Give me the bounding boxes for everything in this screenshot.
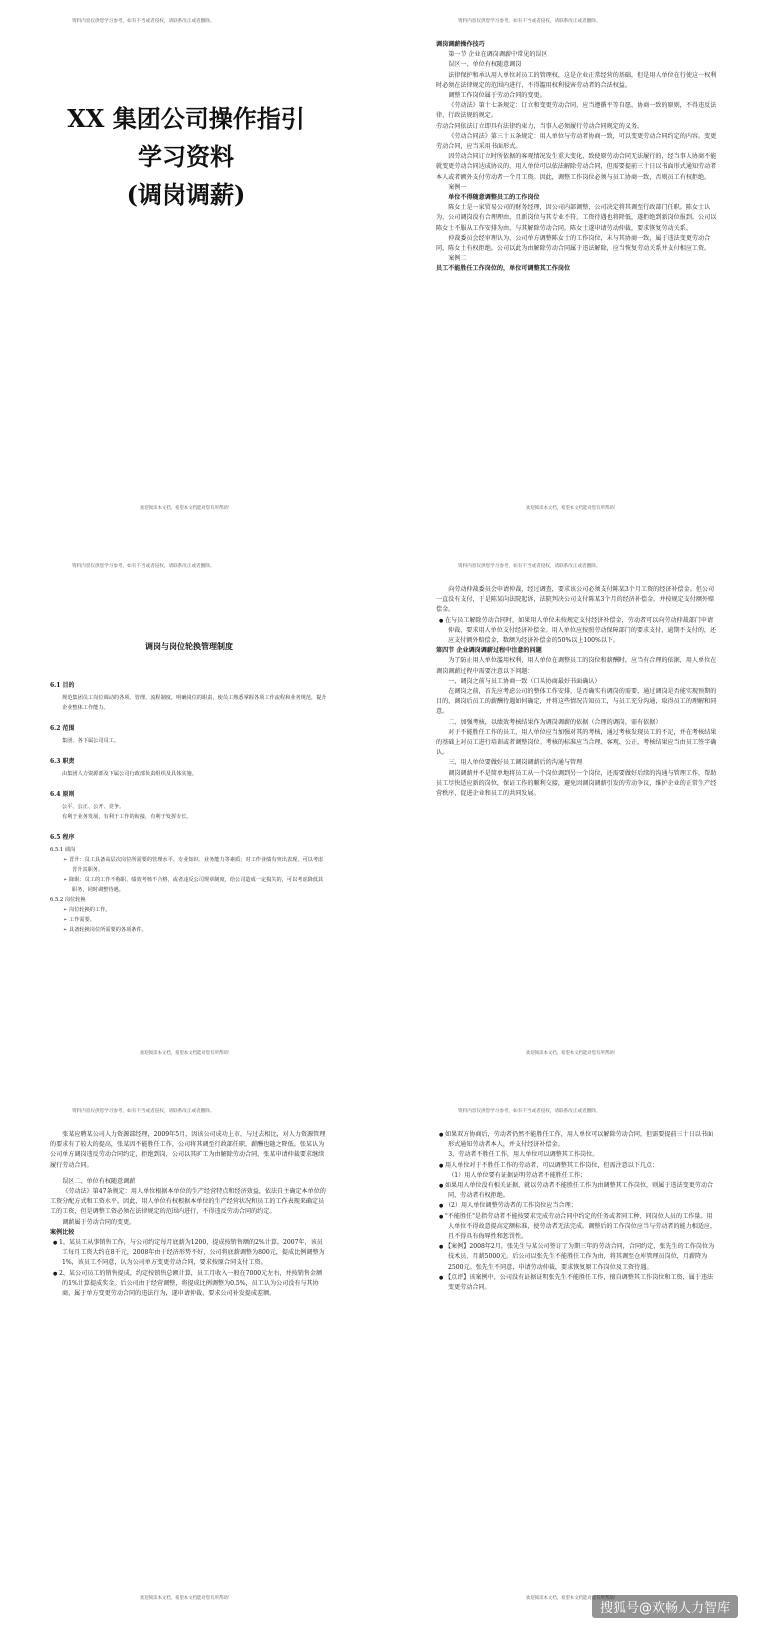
page-body (50, 585, 328, 1024)
arrow-list-item: ➢ 降职：员工的工作不称职、绩效考核不合格，或者违反公司规章制度，给公司造成一定损失的，可以考虑降低其职务，同时调整待遇。 (50, 875, 328, 895)
document-page-2 (386, 0, 758, 537)
bullet-item: ● 用人单位对于不胜任工作的劳动者，可以调整其工作岗位，但需注意以下几点： (436, 1161, 718, 1171)
paragraph: 《劳动合同法》第三十五条规定：用人单位与劳动者协商一致，可以变更劳动合同约定的内容。变更劳动合同，应当采用书面形式。 (436, 132, 717, 151)
paragraph: 为了防止用人单位滥用权利，用人单位在调整员工的岗位和薪酬时，应当有合理的依据，用人单位在调岗调薪过程中需要注意以下问题： (436, 657, 717, 675)
bold-heading: 员工不能胜任工作岗位的，单位可调整其工作岗位 (436, 265, 571, 273)
paragraph: 调岗调薪并不是简单地将员工从一个岗位调到另一个岗位，还需要做好后续的沟通与管理工作，帮助员工尽快适应新的岗位，保证工作的顺利交接，避免因调岗调薪引发的劳动争议，维护企业的正常生产经营秩序，促进企业和员工的共同发展。 (436, 769, 717, 798)
paragraph: 对于不能胜任工作的员工，用人单位应当加强对其的考核，通过考核发现员工的不足，并在考核结果的基础上对员工进行培训或者调整岗位。考核的标准应当合理、客观、公正，考核结果应当由员工签字确认。 (436, 728, 717, 757)
page-footer: 欢迎阅读本文档，希望本文档能对您有所帮助！ (525, 506, 619, 511)
paragraph: 《劳动法》第47条规定：用人单位根据本单位的生产经营特点和经济效益，依法自主确定本单位的工资分配方式和工资水平。因此，用人单位有权根据本单位的生产经营状况和员工的工作表现来确定员工的工资，但是调整工资必须在法律规定的范围内进行，不得违反劳动合同的约定。 (50, 1188, 326, 1216)
section-heading: 6.2 范围 (50, 725, 75, 732)
paragraph: （1）用人单位要有证据证明劳动者不能胜任工作； (448, 1171, 587, 1179)
page-footer: 欢迎阅读本文档，希望本文档能对您有所帮助！ (139, 1596, 233, 1601)
page-footer: 欢迎阅读本文档，希望本文档能对您有所帮助！ (139, 1051, 233, 1056)
paragraph: 案例一 (448, 183, 467, 191)
arrow-list-item: ➢ 具备轮换岗位所需要的各项条件。 (50, 925, 328, 935)
paragraph: 规范集团员工岗位调动的各项、管理、流程制度，明确岗位的职责，使员工熟悉掌握各项工作流程和业务规范，提升企业整体工作能力。 (62, 695, 327, 711)
page-header: 资料内容仅供您学习参考，如有不当或者侵权，请联系改正或者删除。 (72, 19, 215, 24)
paragraph: 张某应聘某公司人力资源部经理，2009年5月，因该公司成功上市，与过去相比，对人力资源管理的要求有了较大的提高，张某因不能胜任工作，公司将其调至行政部任职，薪酬也随之降低。张某认为公司单方调岗违反劳动合同约定，拒绝到岗，公司以其旷工为由解除劳动合同，张某申请仲裁要求继续履行劳动合同。 (50, 1131, 326, 1169)
arrow-list-item: ➢ 工作需要。 (50, 915, 328, 925)
source-watermark: 搜狐号@欢畅人力智库 (592, 1595, 738, 1618)
cover-title-line: (调岗调薪) (126, 180, 246, 209)
section-heading: 6.1 目的 (50, 682, 75, 689)
page-header: 资料内容仅供您学习参考，如有不当或者侵权，请联系改正或者删除。 (458, 1109, 601, 1114)
arrow-list-item: ➢ 岗位轮换的工作。 (50, 905, 328, 915)
page-body (436, 40, 718, 479)
paragraph: 由集团人力资源部及下属公司行政部负责组织及具体实施。 (62, 771, 197, 777)
paragraph: 调整工作岗位属于劳动合同的变更。 (448, 92, 546, 100)
document-page-1 (0, 0, 372, 537)
paragraph: 法律保护和承认用人单位对员工的管理权，这是企业正常经营的基础，但是用人单位在行使这一权利时必须在法律规定的范围内进行，不得滥用权利侵害劳动者的合法权益。 (436, 71, 717, 89)
subsection-heading: 6.5.1 调岗 (50, 847, 76, 853)
paragraph: 误区二、单位有权随意调薪 (62, 1177, 136, 1185)
page-footer: 欢迎阅读本文档，希望本文档能对您有所帮助！ (525, 1051, 619, 1056)
paragraph: 在调岗之前，首先应考虑公司的整体工作安排，是否确实有调岗的需要，通过调岗是否能实现预期的目的，调岗后员工的薪酬待遇如何确定，并将这些情况告知员工，与员工充分沟通，取得员工的理解和同意。 (436, 688, 717, 716)
bullet-item: ● "不能胜任"是指劳动者不能按要求完成劳动合同中约定的任务或者同工种、同岗位人员的工作量。用人单位不得故意提高定额标准，使劳动者无法完成。调整后的工作岗位应当与劳动者的能力相适应，且不得具有侮辱性和惩罚性。 (436, 1212, 718, 1243)
page-header: 资料内容仅供您学习参考，如有不当或者侵权，请联系改正或者删除。 (458, 19, 601, 24)
page-header: 资料内容仅供您学习参考，如有不当或者侵权，请联系改正或者删除。 (72, 564, 215, 569)
document-page-5 (0, 1090, 372, 1627)
paragraph: 一、调岗之前与员工协商一致（口头协商最好书面确认） (448, 677, 601, 685)
paragraph: 案例二 (448, 255, 467, 263)
section-heading: 第四节 企业调岗调薪过程中注意的问题 (436, 647, 542, 655)
page-header: 资料内容仅供您学习参考，如有不当或者侵权，请联系改正或者删除。 (72, 1109, 215, 1114)
paragraph: 向劳动仲裁委员会申请仲裁，经过调查，要求该公司必须支付陈某3个月工资的经济补偿金。但公司一直没有支付，于是陈某向法院起诉，法院判决公司支付陈某3个月的经济补偿金，并按规定支付额外赔偿金。 (436, 586, 715, 614)
bullet-item: ● 2、某公司员工的销售提成，约定按销售总额计算，员工月收入一般在7000元左右，并按销售金额的1%计算提成奖金。后公司由于经营调整，将提成比例调整为0.5%，员工认为公司没有与其协商，属于单方变更劳动合同的违法行为，遂申请仲裁，要求公司补发提成差额。 (50, 1269, 328, 1300)
paragraph: 有利于业务发展，有利于工作的衔接，有利于发挥专长。 (62, 814, 192, 820)
bullet-item: ● 1、某员工从事销售工作，与公司约定每月底薪为1200，提成按销售额的2%计算。2007年，该员工每月工资大约在8千元，2008年由于经济形势不好，公司将底薪调整为800元，提成比例调整为1%，该员工不同意，认为公司单方变更劳动合同，要求按原合同支付工资。 (50, 1238, 328, 1269)
paragraph: 3、劳动者不胜任工作，用人单位可以调整其工作岗位。 (448, 1151, 599, 1159)
cover-title (0, 100, 372, 214)
paragraph: 公平、公正、公开、竞争。 (62, 804, 125, 810)
paragraph: 误区一、单位有权随意调岗 (448, 61, 522, 69)
paragraph: 陈女士是一家贸易公司的财务经理，因公司内部调整，公司决定将其调至行政部门任职。陈女士认为，公司调岗没有合理理由，且新岗位与其专业不符，工资待遇也将降低，遂拒绝到新岗位报到。公司以陈女士不服从工作安排为由，与其解除劳动合同。陈女士遂申请劳动仲裁，要求恢复劳动关系。 (436, 204, 717, 232)
paragraph: 《劳动法》第十七条规定：订立和变更劳动合同，应当遵循平等自愿、协商一致的原则，不得违反法律、行政法规的规定。 (436, 102, 717, 120)
section-heading: 6.3 职责 (50, 758, 75, 765)
subsection-heading: 6.5.2 岗位轮换 (50, 897, 86, 903)
document-page-4 (386, 545, 758, 1082)
page-footer: 欢迎阅读本文档，希望本文档能对您有所帮助！ (525, 1596, 619, 1601)
paragraph: 调薪属于劳动合同的变更。 (62, 1218, 136, 1226)
bullet-item: ● 【点评】该案例中，公司没有证据证明张先生不能胜任工作，擅自调整其工作岗位和工资，属于违法变更劳动合同。 (436, 1273, 718, 1293)
paragraph: 仲裁委员会经审理认为，公司单方调整陈女士的工作岗位，未与其协商一致，属于违法变更劳动合同，陈女士有权拒绝。公司以此为由解除劳动合同属于违法解除，应当恢复劳动关系并支付相应工资。 (436, 234, 711, 253)
document-title: 调岗与岗位轮换管理制度 (145, 641, 233, 651)
cover-title-line: 学习资料 (138, 142, 234, 171)
bold-heading: 调岗调薪操作技巧 (436, 41, 485, 48)
page-body (50, 1130, 328, 1569)
bullet-item: ● 如果用人单位没有相关证据，就以劳动者不能胜任工作为由调整其工作岗位，则属于违法变更劳动合同，劳动者有权拒绝。 (436, 1181, 718, 1201)
bullet-item: ● 如果双方协商后，劳动者仍然不能胜任工作，用人单位可以解除劳动合同，但需要提前三十日以书面形式通知劳动者本人，并支付经济补偿金。 (436, 1130, 718, 1150)
bold-heading: 单位不得随意调整员工的工作岗位 (448, 194, 540, 202)
paragraph: 二、加强考核，以绩效考核结果作为调岗调薪的依据（合理的调岗，需有依据） (448, 718, 662, 726)
document-page-6 (386, 1090, 758, 1627)
paragraph: 劳动合同依法订立即具有法律约束力，当事人必须履行劳动合同规定的义务。 (436, 122, 644, 130)
arrow-list-item: ➢ 晋升：员工具备高层次岗位所需要的管理水平、专业知识、业务能力等素质；对工作业绩有突出表现，可以考虑晋升其职务。 (50, 855, 328, 875)
paragraph: 第一节 企业在调岗调薪中常见的误区 (448, 51, 548, 59)
page-header: 资料内容仅供您学习参考，如有不当或者侵权，请联系改正或者删除。 (458, 564, 601, 569)
paragraph: 三、用人单位要做好员工调岗调薪后的沟通与管理 (448, 759, 583, 767)
document-page-3 (0, 545, 372, 1082)
cover-title-line: XX 集团公司操作指引 (67, 104, 305, 133)
bullet-item: ● 【案例】2008年2月，张先生与某公司签订了为期三年的劳动合同，合同约定，张先生的工作岗位为技术员，月薪5000元。后公司以张先生不能胜任工作为由，将其调至仓库管理员岗位，月薪降为2500元。张先生不同意，申请劳动仲裁，要求恢复原工作岗位及工资待遇。 (436, 1242, 718, 1273)
bullet-item: ● 在与员工解除劳动合同时，如果用人单位未按规定支付经济补偿金，劳动者可以向劳动仲裁部门申请仲裁，要求用人单位支付经济补偿金。用人单位应按照劳动保障部门的要求支付，逾期不支付的，还应支付额外赔偿金，数额为经济补偿金的50%以上100%以下。 (436, 616, 718, 647)
page-body (436, 585, 718, 1024)
paragraph: 因劳动合同订立时所依据的客观情况发生重大变化，致使原劳动合同无法履行的，经当事人协商不能就变更劳动合同达成协议的，用人单位可以依法解除劳动合同，但需要提前三十日以书面形式通知劳动者本人或者额外支付劳动者一个月工资。因此，调整工作岗位必须与员工协商一致，否则员工有权拒绝。 (436, 153, 717, 181)
page-footer: 欢迎阅读本文档，希望本文档能对您有所帮助！ (139, 506, 233, 511)
section-heading: 6.5 程序 (50, 834, 75, 841)
bullet-item: ● （2）用人单位调整劳动者的工作岗位应当合理； (436, 1201, 718, 1211)
section-heading: 6.4 原则 (50, 791, 75, 798)
page-body (436, 1130, 718, 1569)
bold-heading: 案例比较 (50, 1228, 75, 1236)
paragraph: 集团、各下属公司员工。 (62, 738, 120, 744)
